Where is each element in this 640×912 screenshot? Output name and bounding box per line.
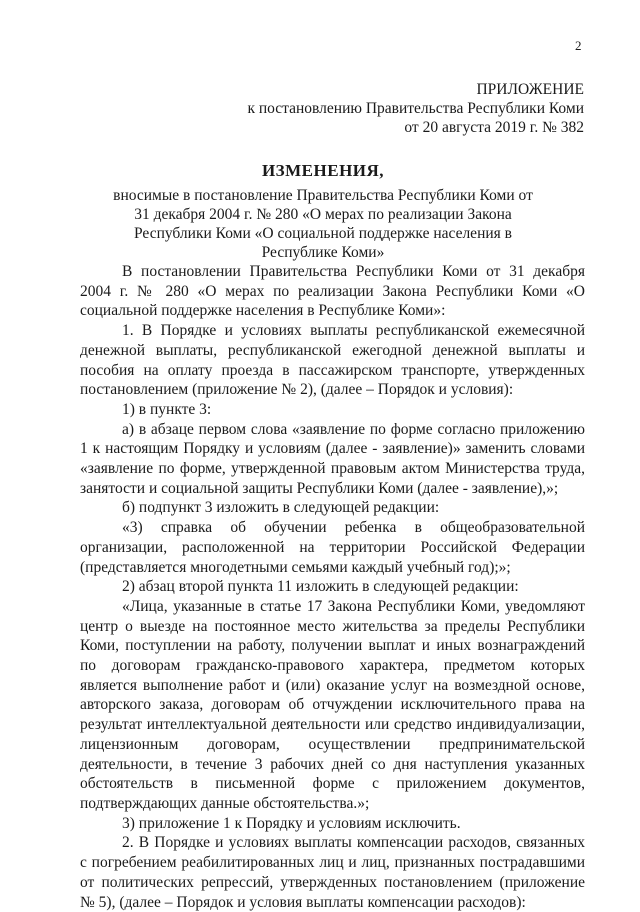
document-body [80, 262, 585, 912]
appendix-line-1: к постановлению Правительства Республики Коми [247, 100, 584, 117]
paragraph: «3) справка об обучении ребенка в общеобразовательной организации, расположенной на территории Российской Федерации (представляется многодетными семьями каждый учебный год);»; [80, 519, 585, 576]
paragraph: 1) в пункте 3: [122, 400, 212, 418]
document-title: ИЗМЕНЕНИЯ, [261, 161, 385, 180]
page-number: 2 [575, 38, 582, 53]
paragraph: 2. В Порядке и условиях выплаты компенсации расходов, связанных с погребением реабилитированных лиц и лиц, признанных пострадавшими от политических репрессий, утвержденных постановлением (приложение № 5), (далее – Порядок и условия выплаты компенсации расходов): [80, 834, 585, 911]
appendix-heading: ПРИЛОЖЕНИЕ [476, 81, 584, 98]
document-subtitle: вносимые в постановление Правительства Республики Коми от 31 декабря 2004 г. № 280 «О мерах по реализации Закона Республики Коми «О социальной поддержке населения в Республике Коми» [113, 187, 533, 261]
appendix-line-2: от 20 августа 2019 г. № 382 [404, 119, 584, 136]
paragraph: «Лица, указанные в статье 17 Закона Республики Коми, уведомляют центр о выезде на постоянное место жительства за пределы Республики Коми, поступлении на работу, получении выплат и иных вознаграждений по договорам гражданско-правового характера, предметом которых является выполнение работ и (или) оказание услуг на возмездной основе, авторского заказа, договорам об отчуждении исключительного права на результат интеллектуальной деятельности или средство индивидуализации, лицензионным договорам, осуществлении предпринимательской деятельности, в течение 3 рабочих дней со дня наступления указанных обстоятельств в письменной форме с приложением документов, подтверждающих данные обстоятельства.»; [80, 597, 585, 812]
title-block [108, 160, 538, 262]
paragraph: а) в абзаце первом слова «заявление по форме согласно приложению 1 к настоящим Порядку и условиям (далее - заявление)» заменить словами «заявление по форме, утвержденной правовым актом Министерства труда, занятости и социальной защиты Республики Коми (далее - заявление),»; [80, 420, 585, 497]
paragraph: б) подпункт 3 изложить в следующей редакции: [122, 499, 440, 517]
paragraph: 1. В Порядке и условиях выплаты республиканской ежемесячной денежной выплаты, республиканской ежегодной денежной выплаты и пособия на оплату проезда в пассажирском транспорте, утвержденных постановлением (приложение № 2), (далее – Порядок и условия): [80, 322, 585, 399]
appendix-header [247, 80, 584, 137]
paragraph: 3) приложение 1 к Порядку и условиям исключить. [122, 814, 461, 832]
paragraph: 2) абзац второй пункта 11 изложить в следующей редакции: [122, 578, 519, 596]
paragraph-intro: В постановлении Правительства Республики Коми от 31 декабря 2004 г. № 280 «О мерах по реализации Закона Республики Коми «О социальной поддержке населения в Республике Коми»: [80, 263, 585, 320]
